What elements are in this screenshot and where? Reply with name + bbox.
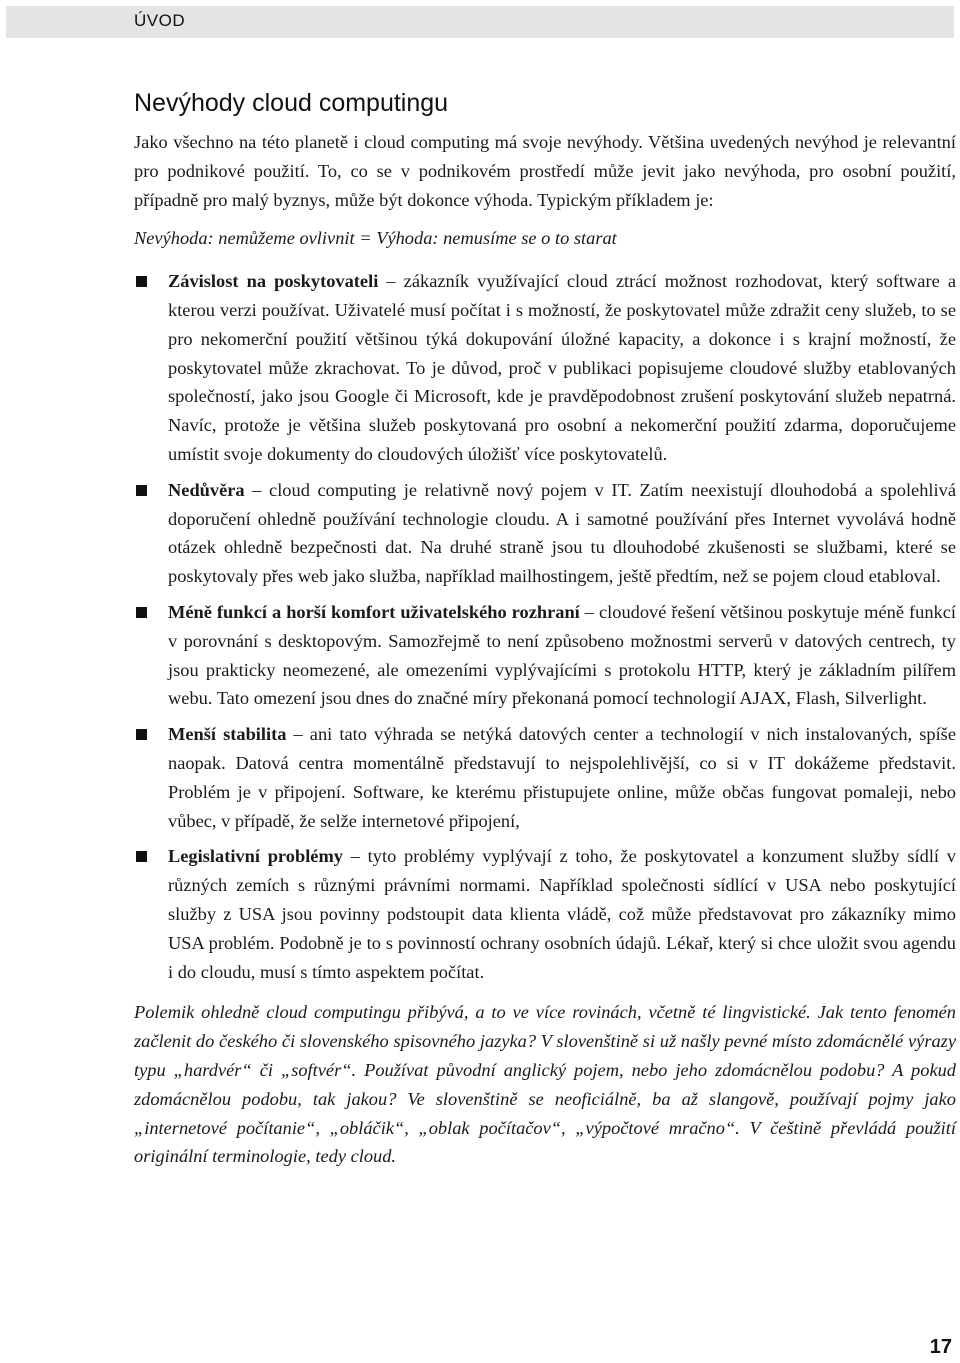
intro-paragraph: Jako všechno na této planetě i cloud computing má svoje nevýhody. Většina uvedených nevýhod je relevantní pro podnikové použití. To, co se v podnikovém prostředí může jevit jako nevýhoda, pro osobní použití, případně pro malý byznys, může být dokonce výhoda. Typickým příkladem je:: [134, 132, 956, 210]
square-bullet-icon: [136, 729, 147, 740]
square-bullet-icon: [136, 851, 147, 862]
list-item: [134, 842, 956, 986]
square-bullet-icon: [136, 276, 147, 287]
closing-paragraph: Polemik ohledně cloud computingu přibývá, a to ve více rovinách, včetně té lingvistické. Jak tento fenomén začlenit do českého či slovenského spisovného jazyka? V slovenštině si už našly pevné místo zdomácnělé výrazy typu „hardvér“ či „softvér“. Používat původní anglický pojem, nebo jeho zdomácnělou podobu? A pokud zdomácnělou podobu, tak jakou? Ve slovenštině se neoficiálně, ba až slangově, používají pojmy jako „internetové počítanie“, „obláčik“, „oblak počítačov“, „výpočtové mračno“. V češtině převládá použití originální terminologie, tedy cloud.: [134, 1002, 956, 1167]
list-item-term: Menší stabilita: [168, 724, 287, 745]
list-item-term: Závislost na poskytovateli: [168, 271, 379, 292]
list-item-text: – tyto problémy vyplývají z toho, že poskytovatel a konzument služby sídlí v různých zemích s různými právními normami. Například společnosti sídlící v USA nebo poskytující služby z USA jsou povinny podstoupit data klienta vládě, což může představovat pro zákazníky mimo USA problém. Podobně je to s povinností ochrany osobních údajů. Lékař, který si chce uložit svou agendu i do cloudu, musí s tímto aspektem počítat.: [168, 846, 956, 982]
list-item-text: – cloud computing je relativně nový pojem v IT. Zatím neexistují dlouhodobá a spolehlivá doporučení ohledně používání technologie cloudu. A i samotné používání přes Internet vyvolává hodně otázek ohledně bezpečnosti dat. Na druhé straně jsou tu dlouhodobé zkušenosti se službami, které se poskytovaly přes web jako služba, například mailhostingem, ještě předtím, než se pojem cloud etabloval.: [168, 479, 956, 587]
list-item-text: – ani tato výhrada se netýká datových center a technologií v nich instalovaných, spíše naopak. Datová centra momentálně představují to nejspolehlivější, co si v IT dokážeme představit. Problém je v připojení. Software, ke kterému přistupujete online, může občas fungovat pomaleji, nebo vůbec, v případě, že selže internetové připojení,: [168, 724, 956, 831]
page-content: [134, 86, 956, 1171]
square-bullet-icon: [136, 607, 147, 618]
list-item-text: – zákazník využívající cloud ztrácí možnost rozhodovat, který software a kterou verzi používat. Uživatelé musí počítat i s možností, že poskytovatel může zdražit ceny služeb, to se pro nekomerční použití většinou týká dokupování úložné kapacity, a dokonce i s krajní možností, že poskytovatel může zkrachovat. To je důvod, proč v publikaci popisujeme cloudové služby etablovaných společností, jako jsou Google či Microsoft, kde je pravděpodobnost zrušení poskytování služeb nepatrná. Navíc, protože je většina služeb poskytovaná pro osobní a nekomerční použití zdarma, doporučujeme umístit svoje dokumenty do cloudových úložišť více poskytovatelů.: [168, 271, 956, 464]
disadvantages-list: [134, 267, 956, 986]
list-item: [134, 476, 956, 591]
list-item-text: – cloudové řešení většinou poskytuje méně funkcí v porovnání s desktopovým. Samozřejmě to není způsobeno možnostmi serverů v datových centrech, ty jsou prakticky neomezené, ale omezeními vyplývajícími s protokolu HTTP, který je základním pilířem webu. Tato omezení jsou dnes do značné míry překonaná pomocí technologií AJAX, Flash, Silverlight.: [168, 601, 956, 709]
list-item: [134, 598, 956, 713]
example-line: Nevýhoda: nemůžeme ovlivnit = Výhoda: nemusíme se o to starat: [134, 228, 617, 249]
page-number: 17: [929, 1336, 952, 1358]
list-item: [134, 267, 956, 469]
list-item-term: Nedůvěra: [168, 479, 245, 500]
list-item-term: Méně funkcí a horší komfort uživatelského rozhraní: [168, 601, 580, 622]
list-item-term: Legislativní problémy: [168, 846, 343, 867]
chapter-header-label: ÚVOD: [134, 11, 186, 30]
list-item: [134, 720, 956, 835]
section-title: Nevýhody cloud computingu: [134, 89, 449, 117]
square-bullet-icon: [136, 485, 147, 496]
